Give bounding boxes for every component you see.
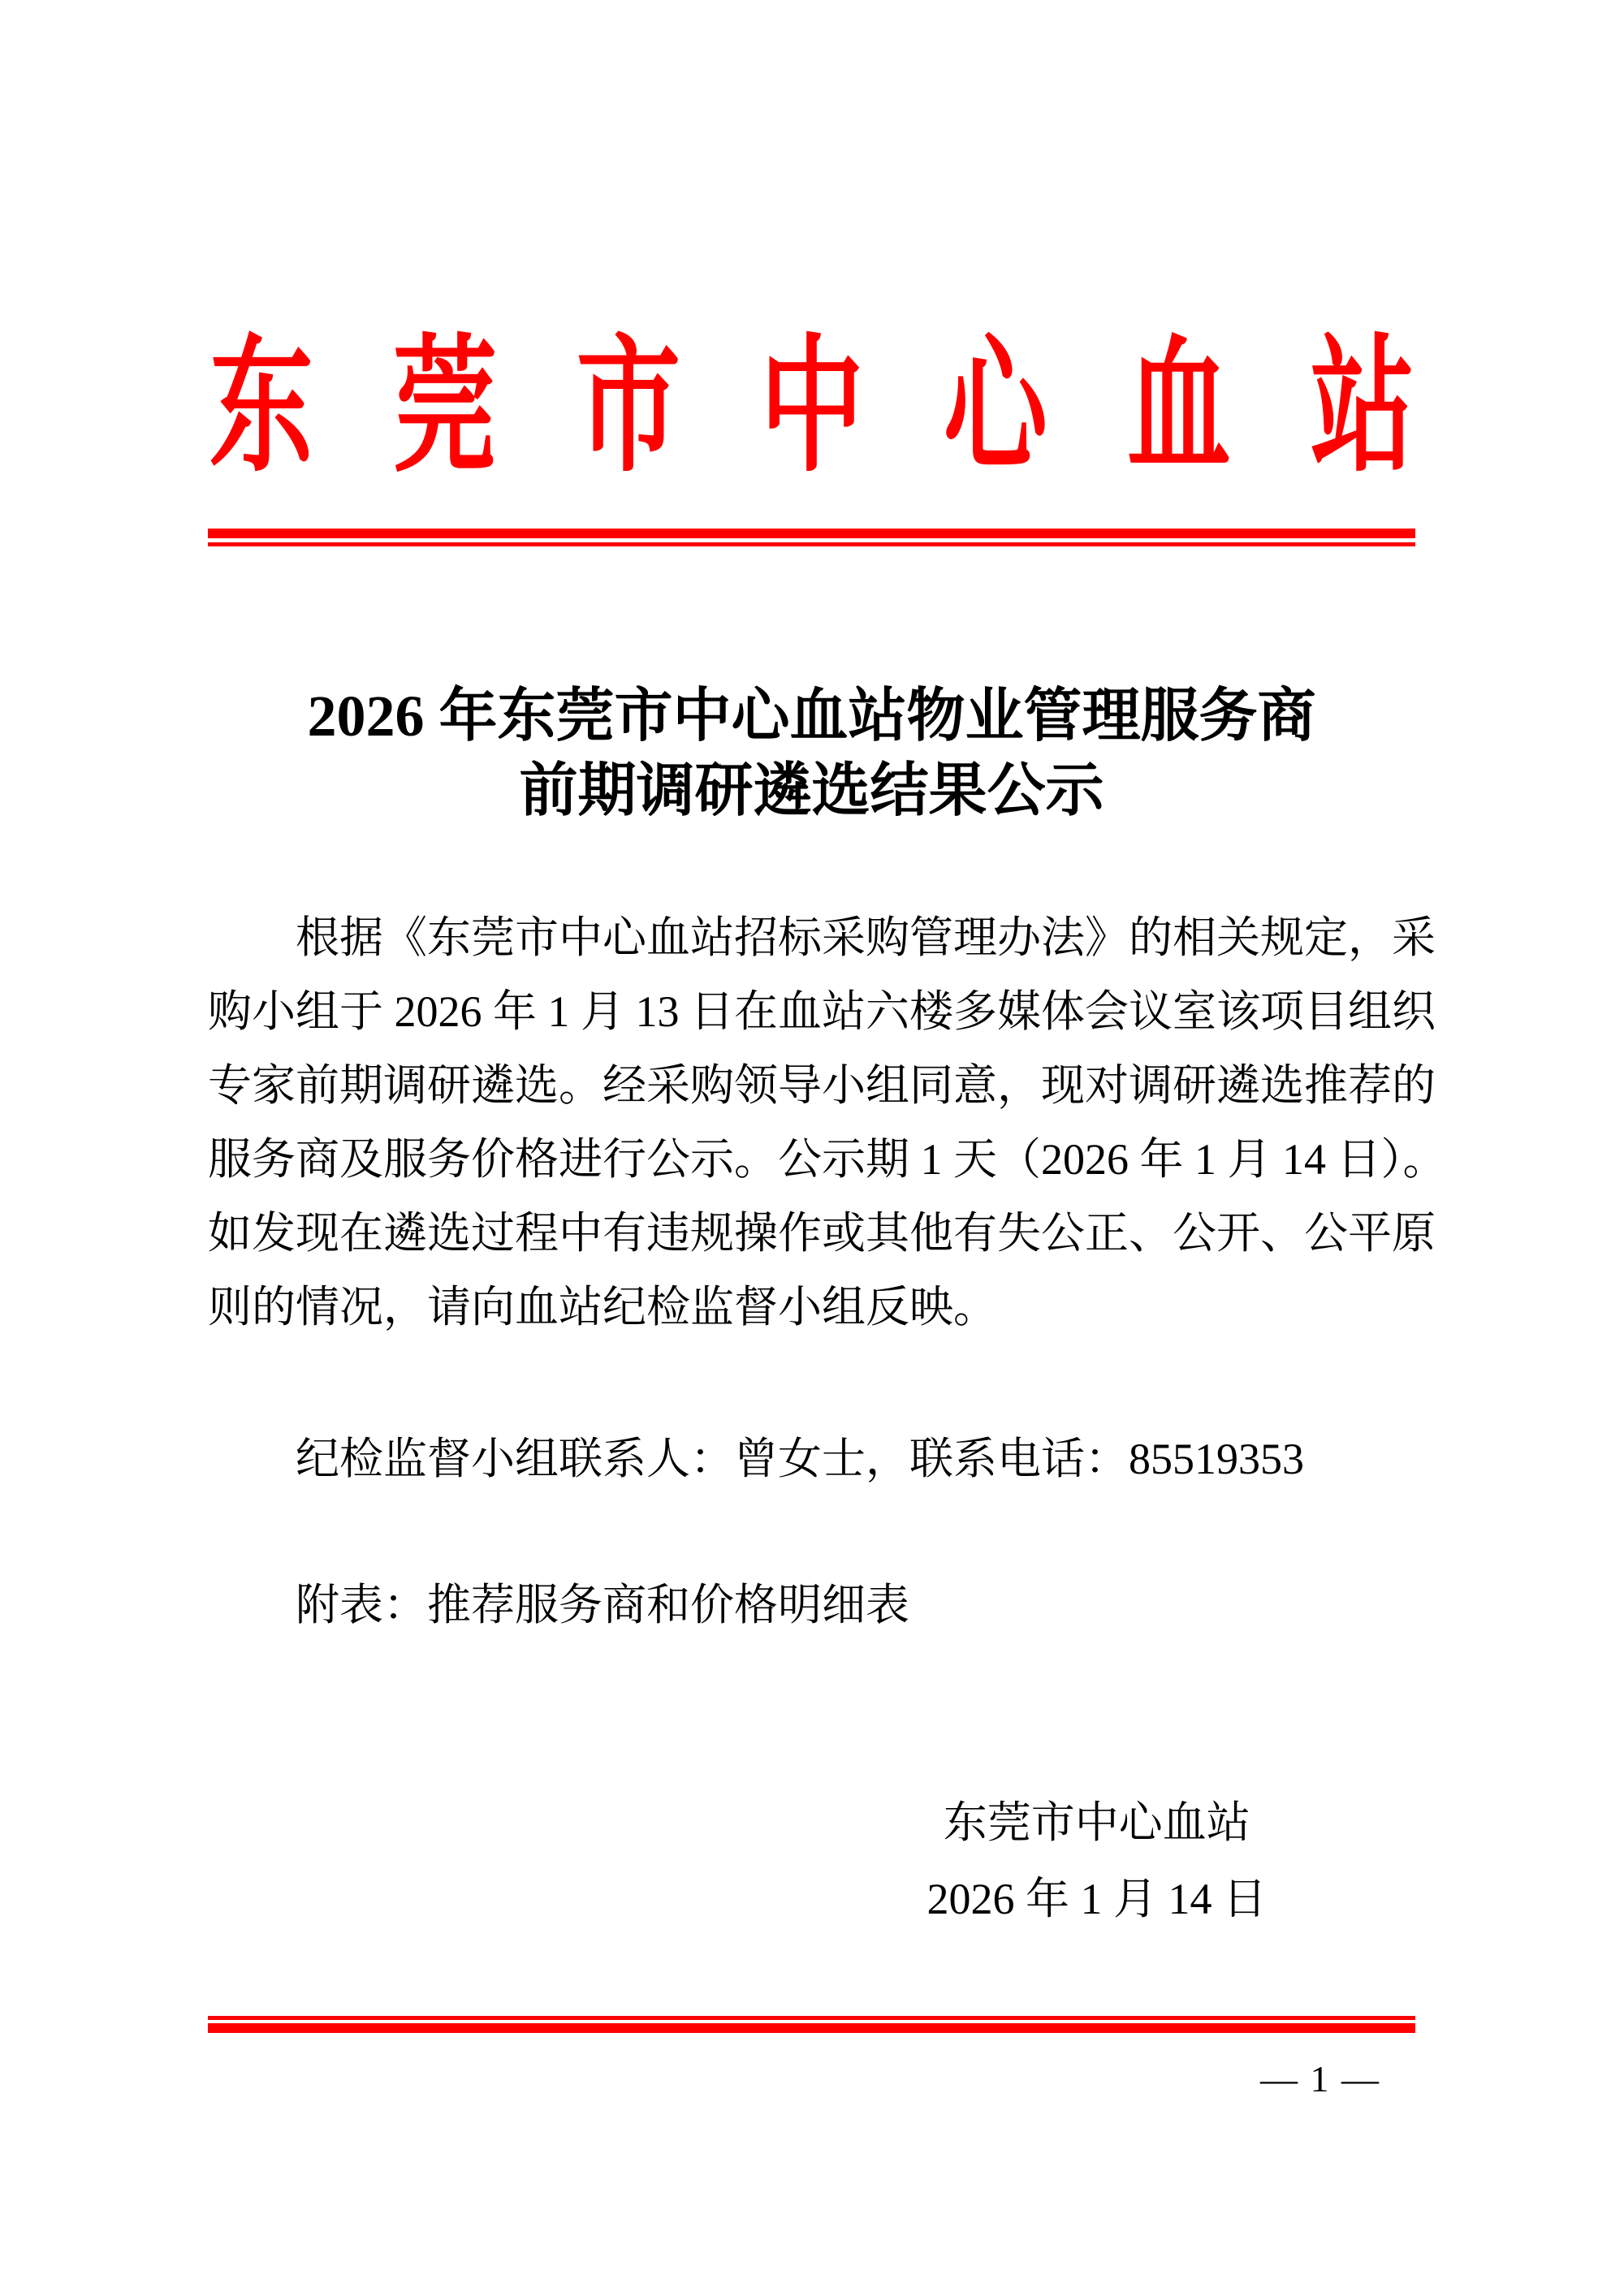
page-number: — 1 — [1260,2058,1380,2100]
body-line: 则的情况，请向血站纪检监督小组反映。 [208,1283,997,1331]
letterhead-char: 东 [209,326,314,490]
signature-org-name: 东莞市中心血站 [943,1798,1250,1847]
body-line: 专家前期调研遴选。经采购领导小组同意，现对调研遴选推荐的 [208,1061,1436,1110]
rule-thin-bar [208,542,1415,546]
body-line: 根据《东莞市中心血站招标采购管理办法》的相关规定，采 [296,913,1436,962]
body-line: 购小组于 2026 年 1 月 13 日在血站六楼多媒体会议室该项目组织 [208,987,1436,1036]
signature-block [927,1796,1268,1926]
attachment-line: 附表：推荐服务商和价格明细表 [296,1581,909,1629]
rule-thick-bar [208,2023,1415,2033]
letterhead-char: 莞 [392,326,497,490]
letterhead-char: 心 [943,326,1047,490]
letterhead-char: 中 [759,326,864,490]
body-line: 如发现在遴选过程中有违规操作或其他有失公正、公开、公平原 [208,1209,1436,1258]
document-title [208,679,1415,828]
letterhead-divider-rule [208,529,1415,546]
letterhead-char: 血 [1126,326,1231,490]
letterhead-char: 市 [576,326,680,490]
signature-date: 2026 年 1 月 14 日 [926,1875,1267,1923]
letterhead-char: 站 [1310,326,1415,490]
footer-divider-rule [208,2016,1415,2033]
document-title-line1: 2026 年东莞市中心血站物业管理服务商 [307,684,1316,749]
body-line: 服务商及服务价格进行公示。公示期 1 天（2026 年 1 月 14 日）。 [208,1135,1447,1184]
letterhead-org-name [209,326,1415,489]
discipline-contact-line: 纪检监督小组联系人：曾女士，联系电话：85519353 [296,1435,1304,1483]
rule-thick-bar [208,529,1415,538]
document-title-line2: 前期调研遴选结果公示 [519,758,1104,823]
body-paragraph [208,901,1447,1344]
